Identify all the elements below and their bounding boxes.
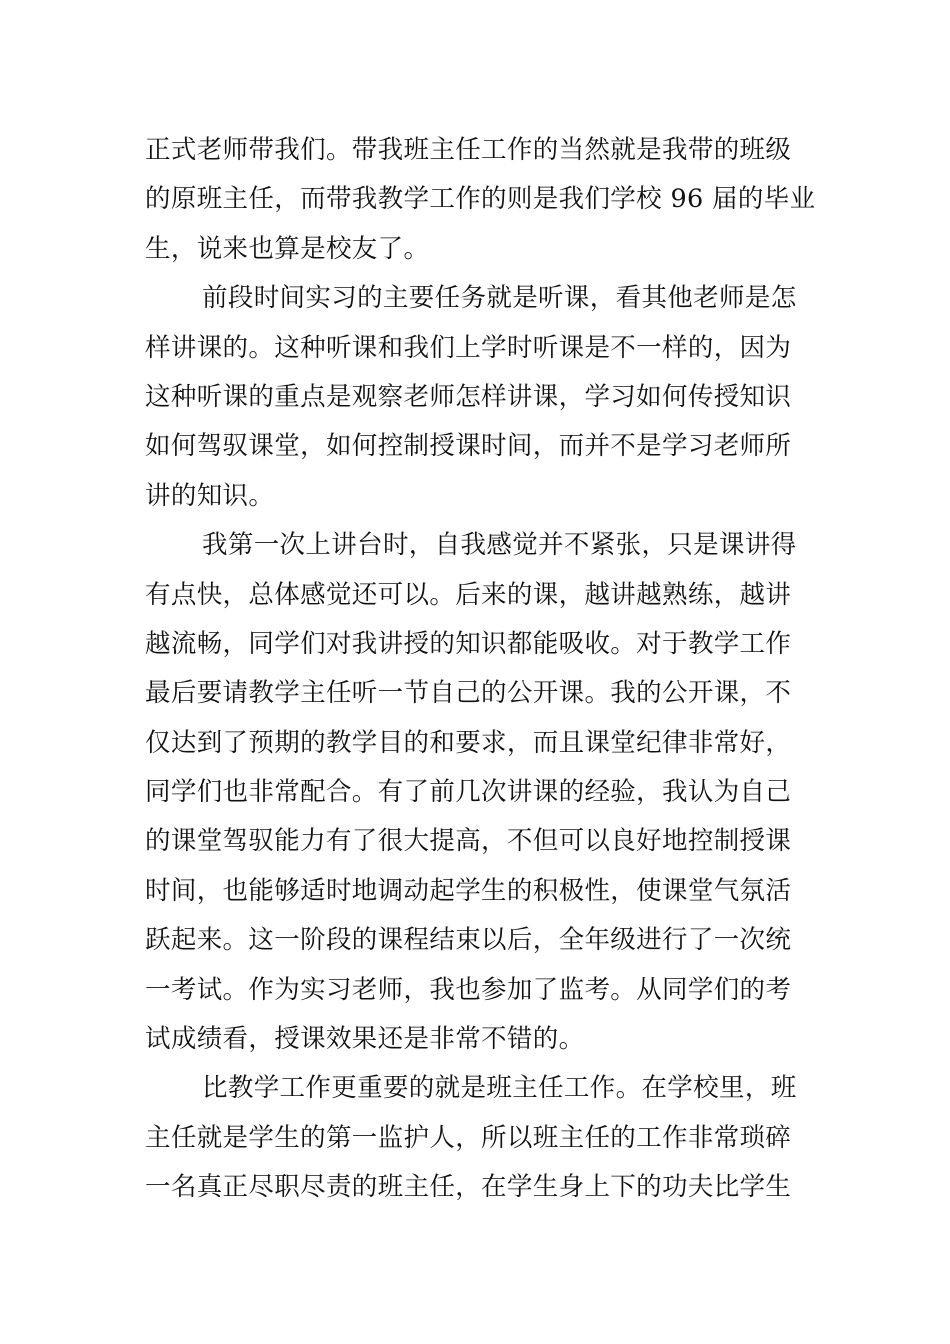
text-line: 有点快，总体感觉还可以。后来的课，越讲越熟练，越讲 bbox=[145, 579, 792, 610]
text-line: 主任就是学生的第一监护人，所以班主任的工作非常琐碎 bbox=[145, 1122, 792, 1153]
text-line: 前段时间实习的主要任务就是听课，看其他老师是怎 bbox=[202, 283, 797, 314]
text-line: 最后要请教学主任听一节自己的公开课。我的公开课，不 bbox=[145, 678, 792, 709]
text-line: 这种听课的重点是观察老师怎样讲课，学习如何传授知识 bbox=[145, 381, 792, 412]
paragraph bbox=[145, 521, 810, 1064]
text-line: 讲的知识。 bbox=[145, 480, 275, 511]
text-line: 跃起来。这一阶段的课程结束以后，全年级进行了一次统 bbox=[145, 925, 792, 956]
paragraph bbox=[145, 1064, 810, 1212]
text-line: 试成绩看，授课效果还是非常不错的。 bbox=[145, 1024, 585, 1055]
text-line: 比教学工作更重要的就是班主任工作。在学校里，班 bbox=[202, 1073, 797, 1104]
text-line: 的课堂驾驭能力有了很大提高，不但可以良好地控制授课 bbox=[145, 826, 792, 857]
text-line: 的原班主任，而带我教学工作的则是我们学校 96 届的毕业 bbox=[145, 184, 816, 215]
text-line: 同学们也非常配合。有了前几次讲课的经验，我认为自己 bbox=[145, 777, 792, 808]
paragraph bbox=[145, 126, 816, 274]
text-line: 一考试。作为实习老师，我也参加了监考。从同学们的考 bbox=[145, 974, 792, 1005]
text-line: 生，说来也算是校友了。 bbox=[145, 233, 430, 264]
text-line: 时间，也能够适时地调动起学生的积极性，使课堂气氛活 bbox=[145, 875, 792, 906]
text-line: 正式老师带我们。带我班主任工作的当然就是我带的班级 bbox=[145, 135, 792, 165]
text-line: 样讲课的。这种听课和我们上学时听课是不一样的，因为 bbox=[145, 332, 792, 363]
text-line: 我第一次上讲台时，自我感觉并不紧张，只是课讲得 bbox=[202, 530, 797, 561]
text-line: 一名真正尽职尽责的班主任，在学生身上下的功夫比学生 bbox=[145, 1172, 792, 1203]
text-line: 如何驾驭课堂，如何控制授课时间，而并不是学习老师所 bbox=[145, 431, 792, 462]
body-text bbox=[145, 126, 816, 1213]
paragraph bbox=[145, 274, 810, 521]
text-line: 越流畅，同学们对我讲授的知识都能吸收。对于教学工作 bbox=[145, 628, 792, 659]
text-line: 仅达到了预期的教学目的和要求，而且课堂纪律非常好， bbox=[145, 727, 792, 758]
